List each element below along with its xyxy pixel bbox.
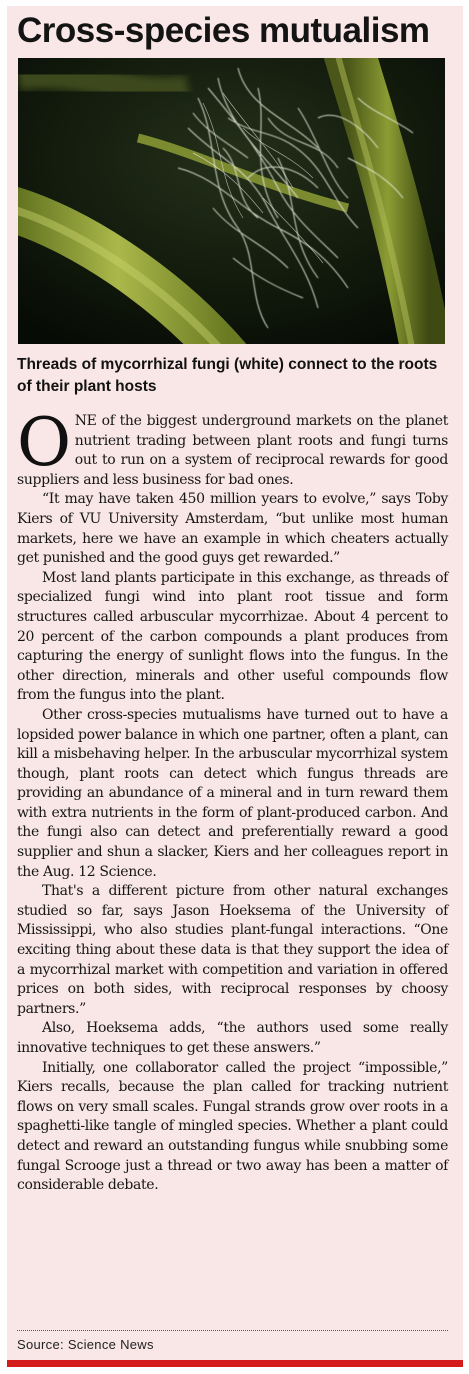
article-paragraph: “It may have taken 450 million years to evolve,” says Toby Kiers of VU University Amsterdam, “but unlike most human markets, here we have an example in which cheaters actually get punished and the good guys get rewarded.”: [17, 491, 448, 567]
article-paragraph: Initially, one collaborator called the project “impossible,” Kiers recalls, because the plan called for tracking nutrient flows on very small scales. Fungal strands grow over roots in a spaghetti-like tangle of mingled species. Whether a plant could detect and reward an outstanding fungus while snubbing some fungal Scrooge just a thread or two away has been a matter of considerable debate.: [17, 1059, 448, 1194]
source-credit: Source: Science News: [17, 1337, 154, 1352]
lead-text: NE of the biggest underground markets on the planet nutrient trading between plant roots and fungi turns out to run on a system of reciprocal rewards for good suppliers and less business for bad ones.: [17, 413, 448, 488]
drop-cap: O: [17, 404, 71, 481]
article-body: [17, 404, 448, 1196]
photo-caption: Threads of mycorrhizal fungi (white) connect to the roots of their plant hosts: [17, 356, 438, 395]
dotted-divider: [17, 1330, 448, 1331]
mycorrhizal-fungi-photo: [18, 58, 445, 344]
article-paragraph: Also, Hoeksema adds, “the authors used some really innovative techniques to get these answers.”: [17, 1020, 448, 1056]
article-paragraph: Most land plants participate in this exchange, as threads of specialized fungi wind into plant root tissue and form structures called arbuscular mycorrhizae. About 4 percent to 20 percent of the carbon compounds a plant produces from capturing the energy of sunlight flows into the fungus. In the other direction, minerals and other useful compounds flow from the fungus into the plant.: [17, 569, 448, 704]
headline: Cross-species mutualism: [17, 11, 430, 50]
article-paragraph: Other cross-species mutualisms have turned out to have a lopsided power balance in which one partner, often a plant, can kill a misbehaving helper. In the arbuscular mycorrhizal system though, plant roots can detect which fungus threads are providing an abundance of a mineral and in turn reward them with extra nutrients in the form of plant-produced carbon. And the fungi also can detect and preferentially reward a good supplier and shun a slacker, Kiers and her colleagues report in the Aug. 12 Science.: [17, 706, 448, 880]
article-paragraph: That's a different picture from other natural exchanges studied so far, says Jason Hoeksema of the University of Mississippi, who also studies plant-fungal interactions. “One exciting thing about these data is that they support the idea of a mycorrhizal market with competition and variation in offered prices on both sides, with reciprocal responses by choosy partners.”: [17, 883, 448, 1017]
article-paragraph: [17, 404, 448, 490]
accent-bar: [7, 1360, 463, 1367]
